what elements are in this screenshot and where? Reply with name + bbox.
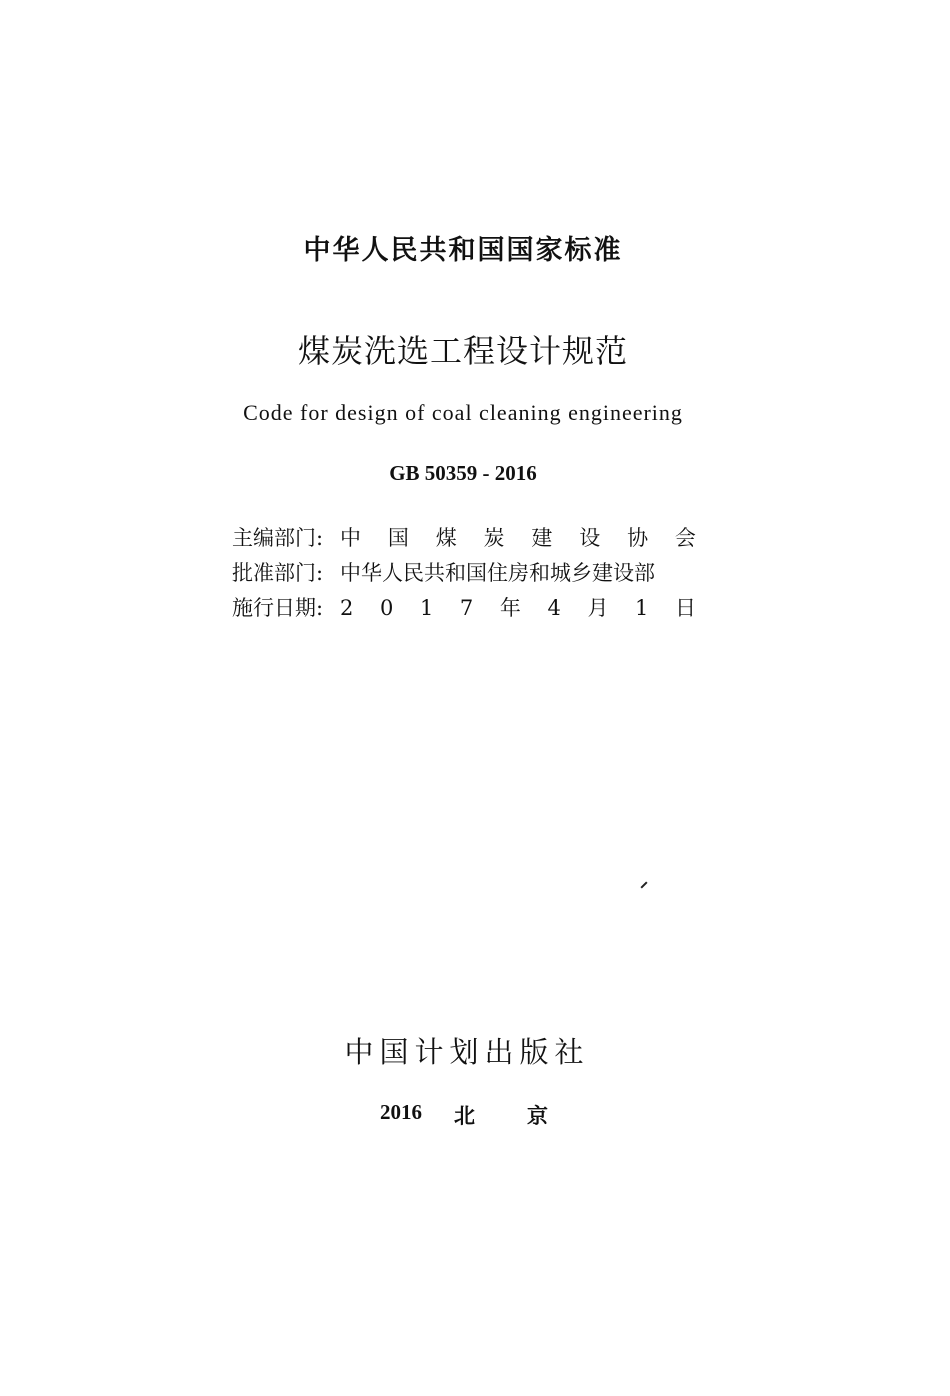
- publisher-name: 中国计划出版社: [344, 1035, 590, 1069]
- editor-value: [340, 522, 696, 554]
- approver-label: 批准部门:: [232, 561, 324, 585]
- effective-date-label: 施行日期:: [232, 596, 324, 620]
- date-char: 4: [547, 596, 561, 620]
- editor-label: 主编部门:: [232, 526, 324, 550]
- effective-date-row: [232, 592, 698, 624]
- city-char: 京: [527, 1104, 548, 1128]
- stray-mark: [640, 881, 647, 888]
- title-english: Code for design of coal cleaning engineering: [243, 400, 683, 425]
- publication-year: 2016: [380, 1100, 422, 1124]
- editor-char: 中: [340, 526, 361, 550]
- title-chinese: 煤炭洗选工程设计规范: [297, 332, 628, 370]
- approver-value: 中华人民共和国住房和城乡建设部: [340, 561, 655, 585]
- editor-char: 煤: [435, 526, 457, 550]
- date-char: 1: [419, 596, 434, 620]
- date-char: 2: [340, 596, 354, 620]
- effective-date-value: [340, 592, 696, 624]
- editor-char: 建: [531, 526, 553, 550]
- date-char: 1: [635, 596, 649, 620]
- date-char: 月: [587, 596, 609, 620]
- date-char: 日: [675, 596, 696, 620]
- city-char: 北: [454, 1104, 475, 1128]
- publication-place-year: [380, 1100, 560, 1130]
- editor-char: 会: [674, 526, 696, 550]
- editor-row: [232, 522, 698, 554]
- editor-char: 炭: [483, 526, 505, 550]
- date-char: 7: [459, 596, 474, 620]
- standard-code: GB 50359 - 2016: [389, 461, 537, 485]
- date-char: 年: [499, 596, 521, 620]
- editor-char: 国: [387, 526, 409, 550]
- standard-level-heading: 中华人民共和国国家标准: [303, 235, 623, 266]
- publication-city: [454, 1100, 548, 1130]
- editor-char: 设: [579, 526, 601, 550]
- editor-char: 协: [627, 526, 649, 550]
- date-char: 0: [379, 596, 394, 620]
- approver-row: [232, 557, 698, 589]
